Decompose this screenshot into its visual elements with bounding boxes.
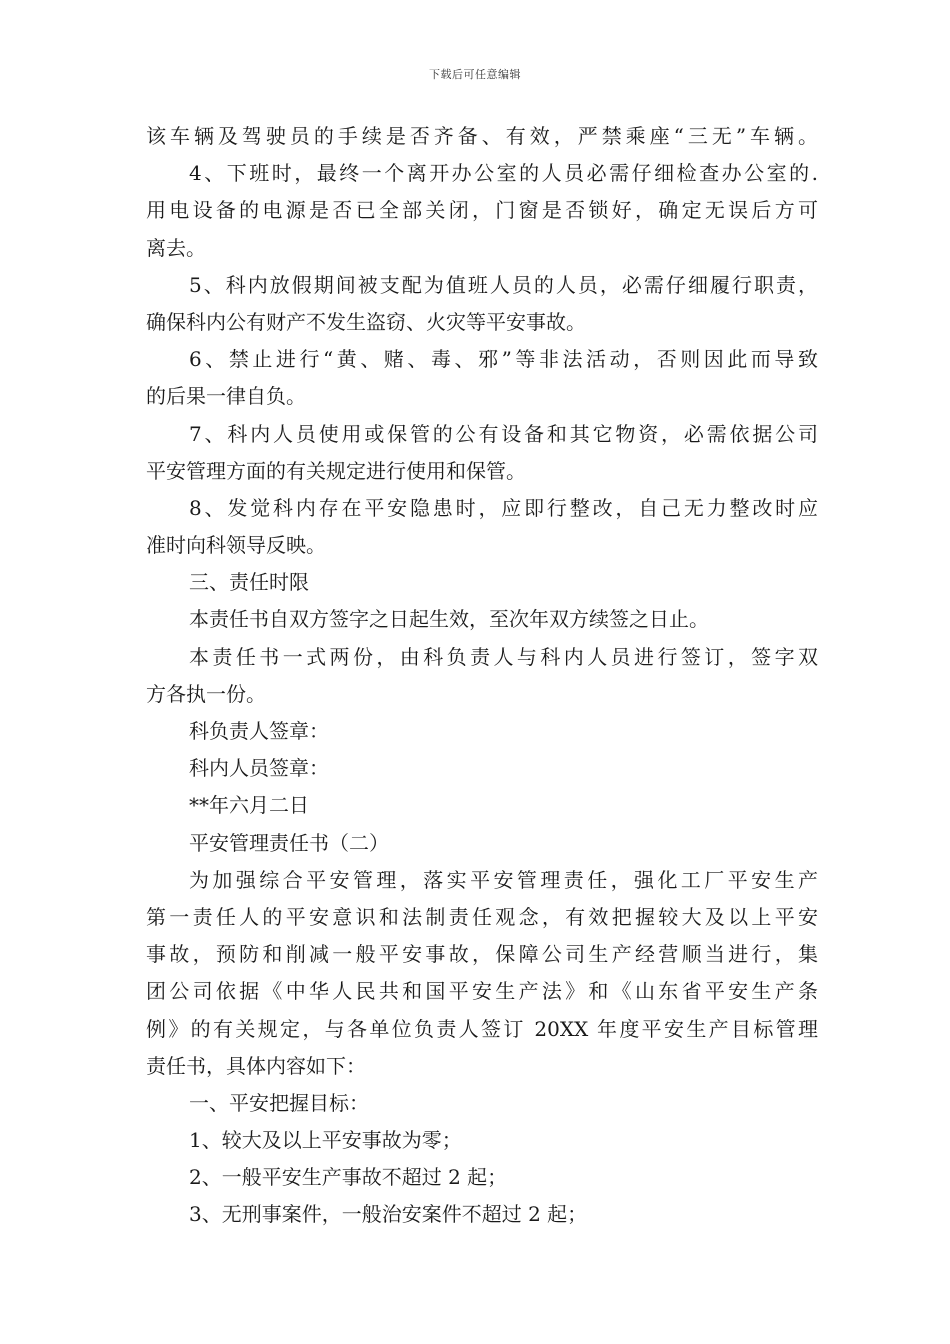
- body-line-9: 7、科内人员使用或保管的公有设备和其它物资，必需依据公司: [189, 421, 818, 446]
- body-line-23: 事故，预防和削减一般平安事故，保障公司生产经营顺当进行，集: [146, 942, 818, 967]
- body-line-15: 本责任书一式两份，由科负责人与科内人员进行签订，签字双: [189, 644, 818, 669]
- section-heading-targets: 一、平安把握目标：: [189, 1090, 369, 1115]
- body-line-7: 6、禁止进行“黄、赌、毒、邪”等非法活动，否则因此而导致: [189, 347, 818, 372]
- body-line-12: 准时向科领导反映。: [146, 533, 326, 558]
- date-line: **年六月二日: [189, 793, 309, 818]
- body-line-4: 离去。: [146, 235, 206, 260]
- signature-line-staff: 科内人员签章：: [189, 756, 329, 781]
- document-body: [146, 118, 818, 1234]
- list-item-1: 1、较大及以上平安事故为零；: [189, 1128, 462, 1153]
- body-line-8: 的后果一律自负。: [146, 384, 306, 409]
- body-line-25: 例》的有关规定，与各单位负责人签订 20XX 年度平安生产目标管理: [146, 1016, 818, 1041]
- list-item-3: 3、无刑事案件，一般治安案件不超过 2 起；: [189, 1202, 588, 1227]
- body-line-1: 该车辆及驾驶员的手续是否齐备、有效，严禁乘座“三无”车辆。: [146, 124, 818, 148]
- page-header-note: 下载后可任意编辑: [429, 68, 521, 81]
- list-item-2: 2、一般平安生产事故不超过 2 起；: [189, 1165, 508, 1190]
- body-line-3: 用电设备的电源是否已全部关闭，门窗是否锁好，确定无误后方可: [146, 198, 818, 223]
- section-heading-term: 三、责任时限: [189, 570, 309, 595]
- body-line-24: 团公司依据《中华人民共和国平安生产法》和《山东省平安生产条: [146, 979, 818, 1004]
- signature-line-head: 科负责人签章：: [189, 719, 329, 743]
- body-line-2: 4、下班时，最终一个离开办公室的人员必需仔细检查办公室的.: [189, 161, 818, 186]
- body-line-14: 本责任书自双方签字之日起生效，至次年双方续签之日止。: [189, 607, 709, 632]
- body-line-26: 责任书，具体内容如下：: [146, 1053, 366, 1078]
- body-line-16: 方各执一份。: [146, 681, 266, 706]
- body-line-11: 8、发觉科内存在平安隐患时，应即行整改，自己无力整改时应: [189, 495, 818, 520]
- body-line-10: 平安管理方面的有关规定进行使用和保管。: [146, 458, 526, 483]
- body-line-22: 第一责任人的平安意识和法制责任观念，有效把握较大及以上平安: [146, 904, 818, 929]
- body-line-21: 为加强综合平安管理，落实平安管理责任，强化工厂平安生产: [189, 867, 818, 892]
- document-subtitle: 平安管理责任书（二）: [189, 830, 389, 855]
- body-line-6: 确保科内公有财产不发生盗窃、火灾等平安事故。: [146, 309, 586, 334]
- body-line-5: 5、科内放假期间被支配为值班人员的人员，必需仔细履行职责，: [189, 272, 818, 297]
